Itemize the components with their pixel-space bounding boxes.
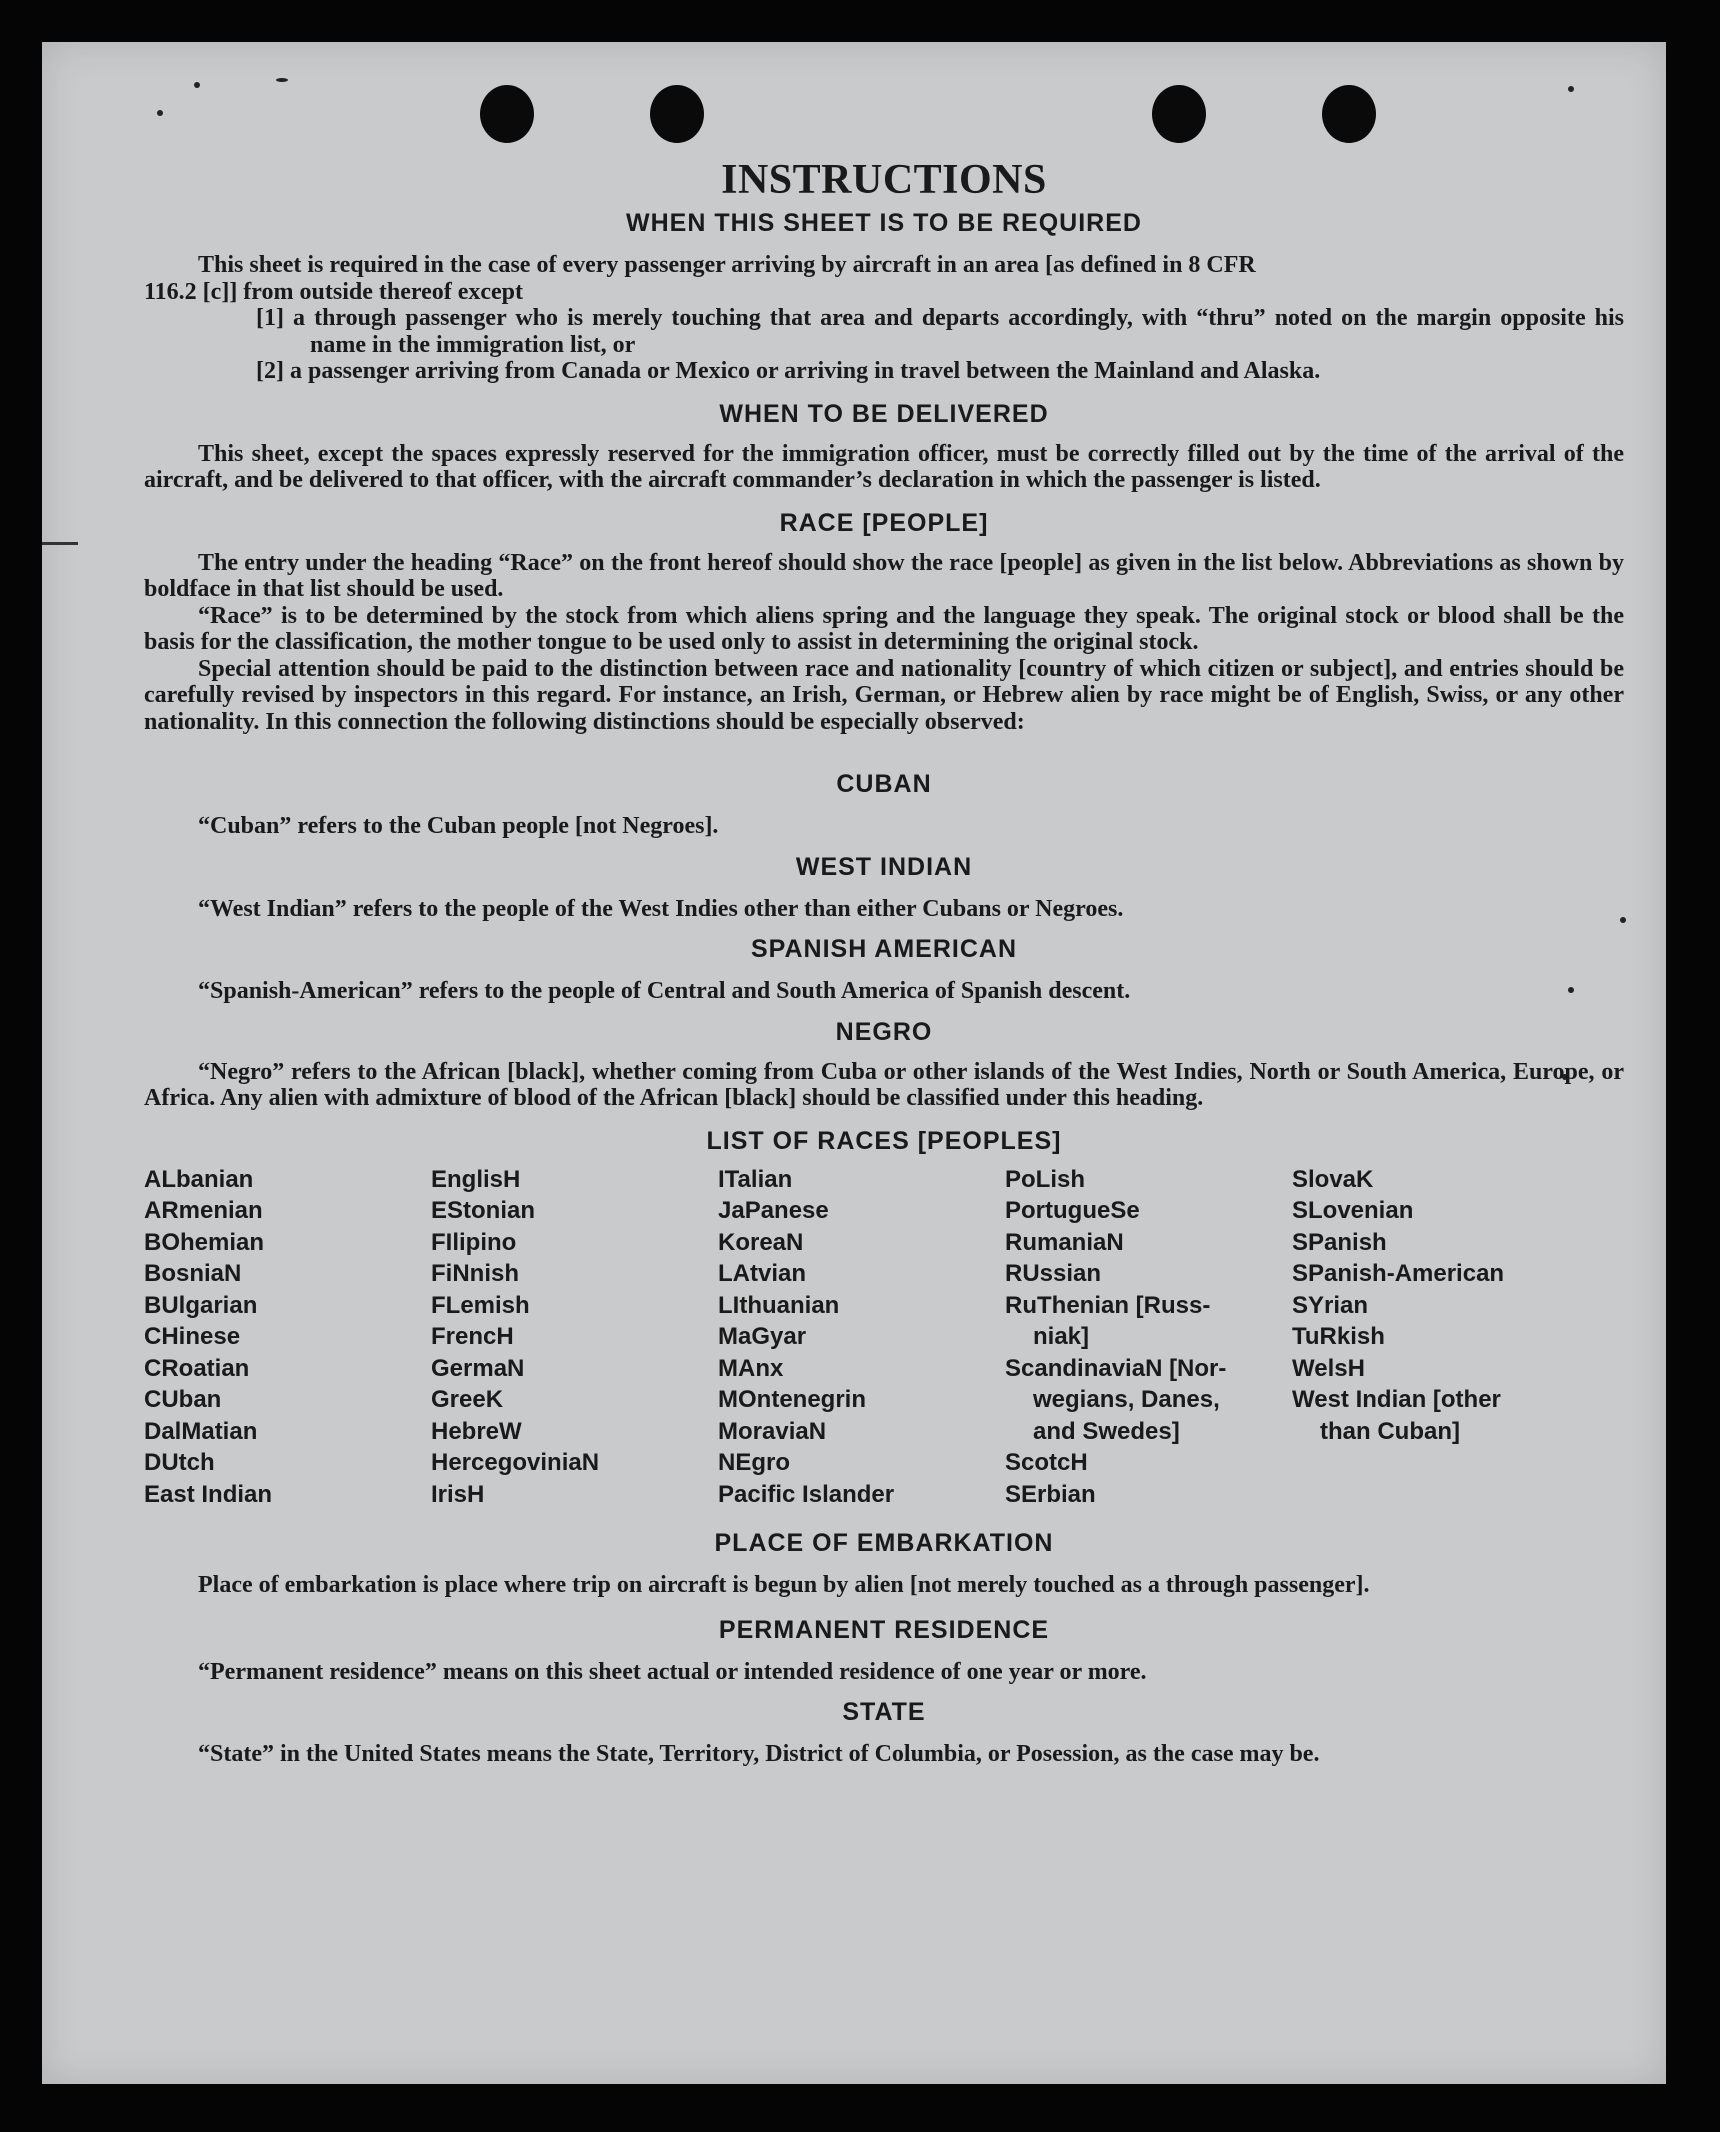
- race-entry: SlovaK: [1292, 1165, 1374, 1193]
- race-entry: CUban: [144, 1386, 222, 1413]
- section-heading-state: STATE: [842, 1698, 926, 1726]
- section-heading-race: RACE [PEOPLE]: [779, 508, 989, 537]
- punch-hole: [480, 85, 534, 143]
- race-entry: SPanish-American: [1292, 1260, 1505, 1287]
- race-entry: FLemish: [431, 1291, 530, 1319]
- speck: [157, 110, 163, 116]
- race-entry: CRoatian: [144, 1354, 250, 1382]
- race-entry: SLovenian: [1292, 1197, 1414, 1224]
- paragraph: “Race” is to be determined by the stock from which aliens spring and the language they speak. The original stock or blood shall be the basis for the classification, the mother tongue to be used only to assist in determining the original stock.: [144, 602, 1624, 655]
- race-entry: DalMatian: [144, 1417, 258, 1445]
- race-entry: FrencH: [431, 1323, 514, 1350]
- race-entry: East Indian: [144, 1480, 273, 1508]
- exception-item: [2] a passenger arriving from Canada or Mexico or arriving in travel between the Mainland and Alaska.: [256, 358, 1321, 384]
- punch-hole: [1322, 85, 1376, 143]
- punch-hole: [650, 85, 704, 143]
- race-entry: HebreW: [431, 1417, 522, 1445]
- page-title: INSTRUCTIONS: [721, 157, 1047, 203]
- race-column: [1005, 1164, 1292, 1511]
- race-entry: WelsH: [1292, 1354, 1365, 1382]
- speck: [1568, 86, 1574, 92]
- race-entry-continuation: wegians, Danes,: [1033, 1386, 1220, 1413]
- race-entry: RUssian: [1005, 1260, 1102, 1287]
- race-entry: TuRkish: [1292, 1323, 1385, 1350]
- exception-item: [1] a through passenger who is merely touching that area and departs accordingly, with “thru” noted on the margin opposite his name in the immigration list, or: [256, 305, 1624, 358]
- race-entry: CHinese: [144, 1323, 241, 1350]
- race-column: [1292, 1164, 1579, 1511]
- race-entry: ScotcH: [1005, 1449, 1088, 1476]
- race-list: [144, 1164, 1624, 1511]
- race-column: [144, 1164, 431, 1511]
- race-entry-continuation: and Swedes]: [1033, 1417, 1180, 1445]
- paragraph: Place of embarkation is place where trip on aircraft is begun by alien [not merely touched as a through passenger].: [198, 1572, 1370, 1598]
- race-entry: ScandinaviaN [Nor-: [1005, 1354, 1227, 1382]
- race-entry: FiNnish: [431, 1260, 519, 1287]
- race-entry: NEgro: [718, 1449, 790, 1476]
- paragraph: “Cuban” refers to the Cuban people [not Negroes].: [198, 813, 719, 839]
- paragraph: The entry under the heading “Race” on the front hereof should show the race [people] as given in the list below. Abbreviations as shown by boldface in that list should be used.: [144, 549, 1624, 602]
- paragraph: “State” in the United States means the State, Territory, District of Columbia, or Posession, as the case may be.: [198, 1741, 1320, 1767]
- race-entry: BOhemian: [144, 1228, 265, 1256]
- punch-hole: [1152, 85, 1206, 143]
- race-entry: BosniaN: [144, 1260, 242, 1287]
- section-heading-spanish-american: SPANISH AMERICAN: [750, 935, 1017, 963]
- race-entry: West Indian [other: [1292, 1386, 1501, 1413]
- race-entry: RuThenian [Russ-: [1005, 1291, 1211, 1319]
- race-entry: ALbanian: [144, 1165, 254, 1193]
- paragraph: “West Indian” refers to the people of the West Indies other than either Cubans or Negroes.: [198, 895, 1124, 922]
- paragraph: “Negro” refers to the African [black], whether coming from Cuba or other islands of the West Indies, North or South America, Europe, or Africa. Any alien with admixture of blood of the African [black] should be classified under this heading.: [144, 1058, 1624, 1111]
- intro-line: 116.2 [c]] from outside thereof except: [144, 278, 524, 305]
- paragraph: “Permanent residence” means on this sheet actual or intended residence of one year or more.: [198, 1658, 1147, 1685]
- race-entry: Pacific Islander: [718, 1480, 895, 1508]
- race-entry: IrisH: [431, 1480, 485, 1508]
- race-entry: EnglisH: [431, 1165, 521, 1193]
- section-heading-when-required: WHEN THIS SHEET IS TO BE REQUIRED: [626, 209, 1142, 237]
- race-entry: PoLish: [1005, 1165, 1086, 1193]
- race-entry: LAtvian: [718, 1260, 807, 1287]
- race-column: [718, 1164, 1005, 1511]
- race-entry: BUlgarian: [144, 1291, 258, 1319]
- race-entry: ITalian: [718, 1165, 793, 1193]
- race-entry-continuation: niak]: [1033, 1323, 1090, 1350]
- race-entry: SPanish: [1292, 1228, 1387, 1256]
- race-entry: DUtch: [144, 1449, 215, 1476]
- speck: [194, 82, 200, 88]
- intro-line: This sheet is required in the case of every passenger arriving by aircraft in an area [as defined in 8 CFR: [198, 252, 1256, 278]
- edge-mark: [42, 542, 78, 545]
- race-entry: LIthuanian: [718, 1291, 840, 1319]
- race-entry: RumaniaN: [1005, 1228, 1124, 1256]
- paragraph: “Spanish-American” refers to the people of Central and South America of Spanish descent.: [198, 978, 1131, 1004]
- race-entry: MoraviaN: [718, 1417, 827, 1445]
- race-entry: SErbian: [1005, 1480, 1096, 1508]
- race-entry: EStonian: [431, 1197, 536, 1224]
- race-entry: MAnx: [718, 1354, 784, 1382]
- race-entry: GreeK: [431, 1386, 504, 1413]
- paragraph: Special attention should be paid to the distinction between race and nationality [country of which citizen or subject], and entries should be carefully revised by inspectors in this regard. For instance, an Irish, German, or Hebrew alien by race might be of English, Swiss, or any other nationality. In this connection the following distinctions should be especially observed:: [144, 655, 1624, 735]
- section-heading-list-of-races: LIST OF RACES [PEOPLES]: [706, 1126, 1062, 1155]
- section-heading-negro: NEGRO: [835, 1017, 933, 1046]
- section-heading-when-delivered: WHEN TO BE DELIVERED: [719, 399, 1049, 428]
- race-entry: PortugueSe: [1005, 1197, 1140, 1224]
- race-entry: JaPanese: [718, 1197, 829, 1224]
- race-entry: HercegoviniaN: [431, 1449, 600, 1476]
- race-entry: FIlipino: [431, 1228, 517, 1256]
- race-entry-continuation: than Cuban]: [1320, 1417, 1460, 1445]
- race-entry: ARmenian: [144, 1197, 263, 1224]
- race-entry: MOntenegrin: [718, 1386, 866, 1413]
- race-entry: KoreaN: [718, 1228, 804, 1256]
- speck: [276, 78, 288, 82]
- paragraph: This sheet, except the spaces expressly reserved for the immigration officer, must be correctly filled out by the time of the arrival of the aircraft, and be delivered to that officer, with the aircraft commander’s declaration in which the passenger is listed.: [144, 440, 1624, 493]
- section-heading-permanent-residence: PERMANENT RESIDENCE: [718, 1615, 1050, 1644]
- section-heading-west-indian: WEST INDIAN: [795, 852, 973, 881]
- instructions-content: [144, 154, 1624, 1768]
- race-entry: GermaN: [431, 1354, 525, 1382]
- document-sheet: [42, 42, 1666, 2084]
- section-heading-cuban: CUBAN: [836, 770, 932, 798]
- race-column: [431, 1164, 718, 1511]
- race-entry: SYrian: [1292, 1291, 1369, 1319]
- race-entry: MaGyar: [718, 1323, 807, 1350]
- section-heading-embarkation: PLACE OF EMBARKATION: [714, 1529, 1054, 1557]
